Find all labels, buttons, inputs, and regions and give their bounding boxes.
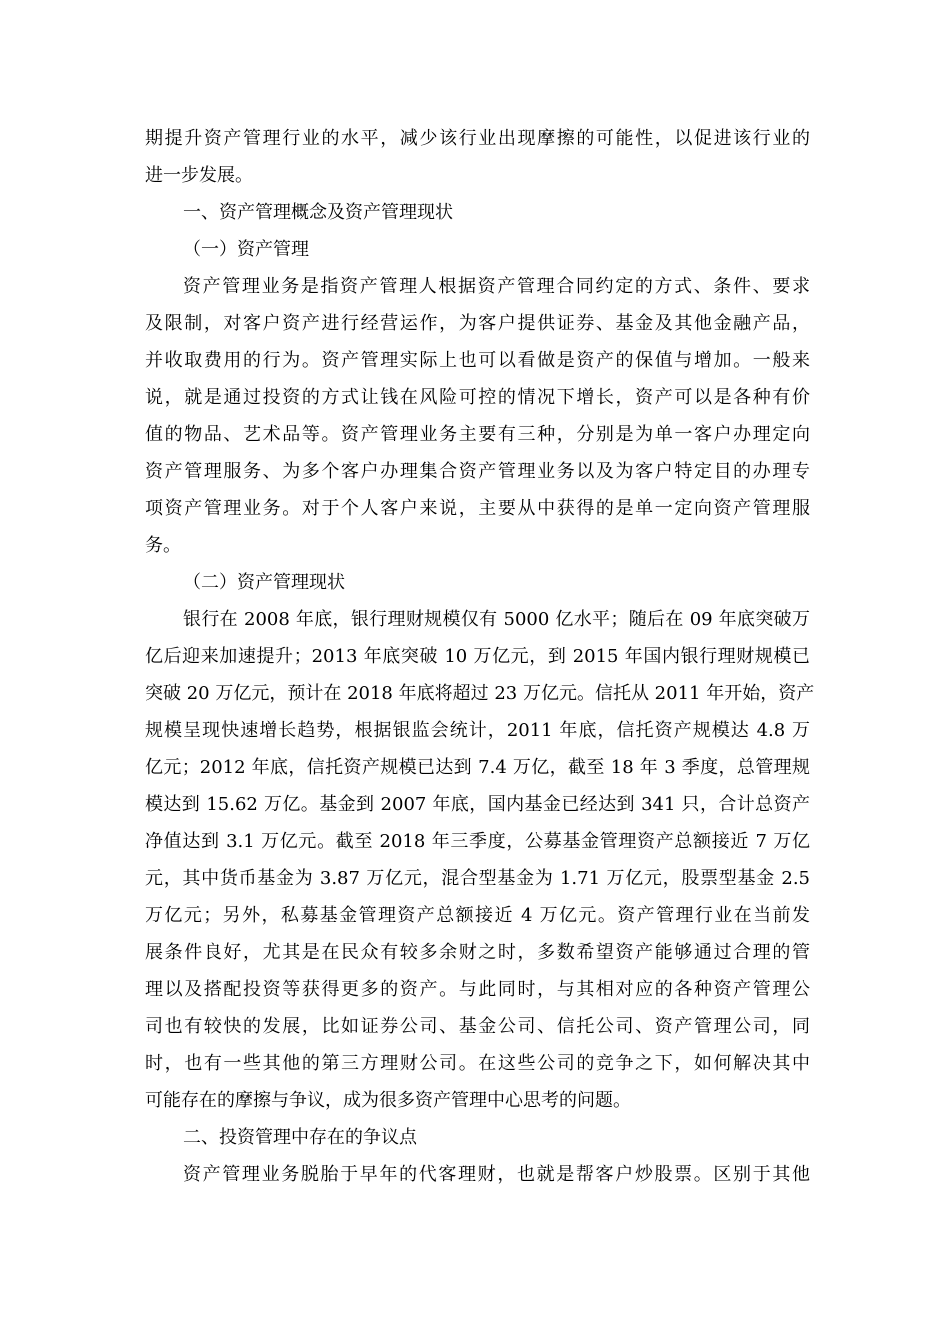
text-line: 司也有较快的发展，比如证券公司、基金公司、信托公司、资产管理公司，同 <box>145 1016 810 1037</box>
text-line: 银行在 2008 年底，银行理财规模仅有 5000 亿水平；随后在 09 年底突破万 <box>183 609 810 630</box>
text-line: 时，也有一些其他的第三方理财公司。在这些公司的竞争之下，如何解决其中 <box>145 1053 810 1074</box>
text-line: 规模呈现快速增长趋势，根据银监会统计，2011 年底，信托资产规模达 4.8 万 <box>145 720 810 741</box>
text-line: 二、投资管理中存在的争议点 <box>183 1127 417 1148</box>
text-line: 资产管理服务、为多个客户办理集合资产管理业务以及为客户特定目的办理专 <box>145 461 810 482</box>
text-line: 元，其中货币基金为 3.87 万亿元，混合型基金为 1.71 万亿元，股票型基金 2.5 <box>145 868 810 889</box>
text-line: （二）资产管理现状 <box>183 572 345 593</box>
text-line: 值的物品、艺术品等。资产管理业务主要有三种，分别是为单一客户办理定向 <box>145 424 810 445</box>
document-page <box>145 120 815 1193</box>
text-line: 一、资产管理概念及资产管理现状 <box>183 202 453 223</box>
text-line: 并收取费用的行为。资产管理实际上也可以看做是资产的保值与增加。一般来 <box>145 350 810 371</box>
text-line: 期提升资产管理行业的水平，减少该行业出现摩擦的可能性，以促进该行业的 <box>145 128 810 149</box>
text-line: 可能存在的摩擦与争议，成为很多资产管理中心思考的问题。 <box>145 1090 631 1111</box>
text-line: 说，就是通过投资的方式让钱在风险可控的情况下增长，资产可以是各种有价 <box>145 387 810 408</box>
text-line: （一）资产管理 <box>183 239 309 260</box>
text-line: 理以及搭配投资等获得更多的资产。与此同时，与其相对应的各种资产管理公 <box>145 979 810 1000</box>
text-line: 及限制，对客户资产进行经营运作，为客户提供证券、基金及其他金融产品， <box>145 313 810 334</box>
text-line: 净值达到 3.1 万亿元。截至 2018 年三季度，公募基金管理资产总额接近 7 万亿 <box>145 831 810 852</box>
text-line: 展条件良好，尤其是在民众有较多余财之时，多数希望资产能够通过合理的管 <box>145 942 810 963</box>
text-line: 进一步发展。 <box>145 165 253 186</box>
text-line: 万亿元；另外，私募基金管理资产总额接近 4 万亿元。资产管理行业在当前发 <box>145 905 810 926</box>
text-line: 资产管理业务脱胎于早年的代客理财，也就是帮客户炒股票。区别于其他 <box>183 1164 810 1185</box>
text-line: 务。 <box>145 535 181 556</box>
text-line: 突破 20 万亿元，预计在 2018 年底将超过 23 万亿元。信托从 2011 年开始，资产 <box>145 683 815 704</box>
text-line: 亿后迎来加速提升；2013 年底突破 10 万亿元，到 2015 年国内银行理财规模已 <box>145 646 810 667</box>
text-line: 模达到 15.62 万亿。基金到 2007 年底，国内基金已经达到 341 只，合计总资产 <box>145 794 810 815</box>
text-line: 项资产管理业务。对于个人客户来说，主要从中获得的是单一定向资产管理服 <box>145 498 810 519</box>
text-line: 资产管理业务是指资产管理人根据资产管理合同约定的方式、条件、要求 <box>183 276 810 297</box>
text-line: 亿元；2012 年底，信托资产规模已达到 7.4 万亿，截至 18 年 3 季度，总管理规 <box>145 757 810 778</box>
